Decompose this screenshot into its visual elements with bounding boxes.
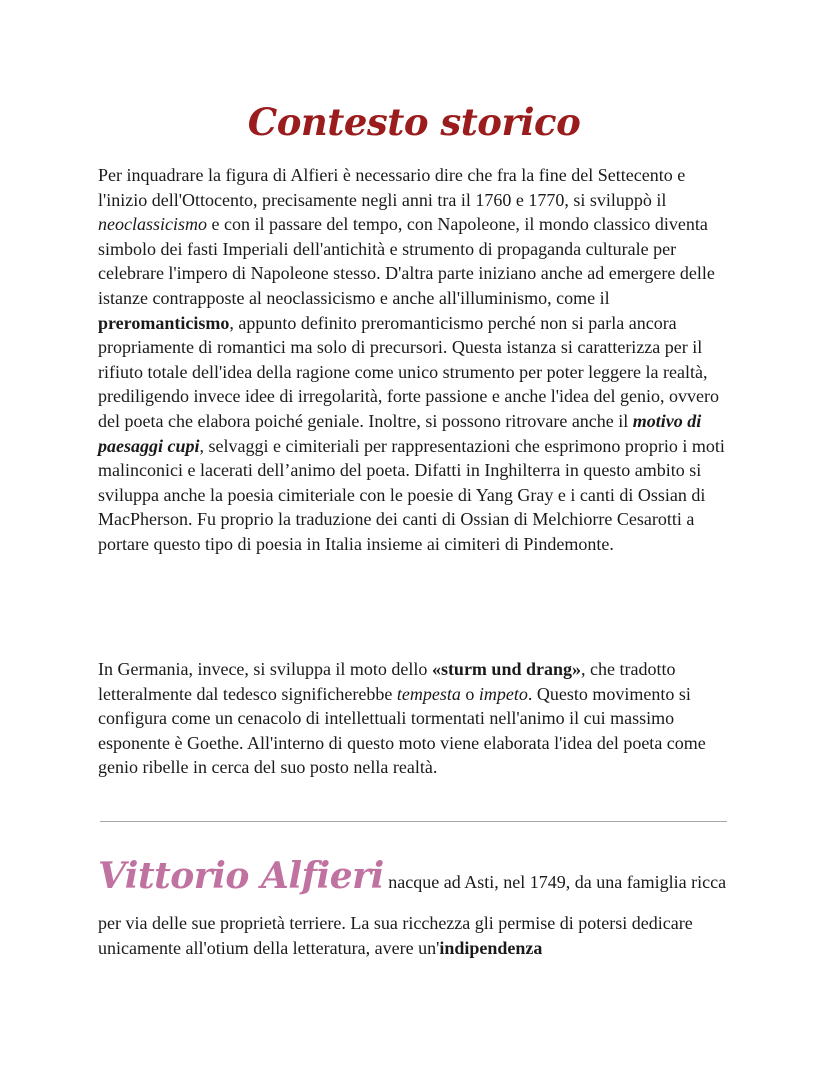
- alfieri-intro-text: nacque ad Asti, nel 1749, da una famiglia ricca: [383, 872, 727, 892]
- paragraph-text: o: [460, 683, 479, 704]
- section-divider: [100, 821, 727, 822]
- bold-term-indipendenza: indipendenza: [439, 937, 543, 958]
- alfieri-section: [98, 855, 738, 960]
- paragraph-text: e con il passare del tempo, con Napoleone, il mondo classico diventa simbolo dei fasti Imperiali dell'antichità e strumento di propaganda culturale per celebrare l'impero di Napoleone stesso. D'altra parte iniziano anche ad emergere delle istanze contrapposte al neoclassicismo e anche all'illuminismo, come il: [98, 214, 715, 308]
- bold-italic-term-paesaggi: motivo di paesaggi cupi: [98, 410, 702, 456]
- paragraph-text: , appunto definito preromanticismo perché non si parla ancora propriamente di romantici ma solo di precursori. Questa istanza si caratterizza per il rifiuto totale dell'idea della ragione come unico strumento per poter leggere la realtà, prediligendo invece idee di irregolarità, forte passione e anche l'idea del genio, ovvero del poeta che elabora poiché geniale. Inoltre, si possono ritrovare anche il: [98, 312, 719, 431]
- alfieri-name-heading: Vittorio Alfieri: [98, 855, 384, 897]
- paragraph-text: , che tradotto letteralmente dal tedesco significherebbe: [98, 659, 676, 704]
- paragraph-context: [98, 163, 738, 557]
- paragraph-text: , selvaggi e cimiteriali per rappresentazioni che esprimono proprio i moti malinconici e lacerati dell’animo del poeta. Difatti in Inghilterra in questo ambito si sviluppa anche la poesia cimiteriale con le poesie di Yang Gray e i canti di Ossian di MacPherson. Fu proprio la traduzione dei canti di Ossian di Melchiorre Cesarotti a portare questo tipo di poesia in Italia insieme ai cimiteri di Pindemonte.: [98, 435, 725, 554]
- paragraph-text: per via delle sue proprietà terriere. La sua ricchezza gli permise di potersi dedicare unicamente all'otium della letteratura, avere un': [98, 913, 693, 958]
- alfieri-heading-line: [98, 855, 738, 911]
- paragraph-text: . Questo movimento si configura come un cenacolo di intellettuali tormentati nell'animo il cui massimo esponente è Goethe. All'interno di questo moto viene elaborata l'idea del poeta come genio ribelle in cerca del suo posto nella realtà.: [98, 683, 706, 778]
- paragraph-sturm-und-drang: [98, 657, 738, 780]
- italic-term-tempesta: tempesta: [396, 683, 461, 704]
- paragraph-text: Per inquadrare la figura di Alfieri è necessario dire che fra la fine del Settecento e l'inizio dell'Ottocento, precisamente negli anni tra il 1760 e 1770, si sviluppò il: [98, 165, 686, 210]
- alfieri-paragraph: [98, 911, 738, 960]
- paragraph-text: In Germania, invece, si sviluppa il moto dello: [98, 659, 432, 679]
- page-title: Contesto storico: [247, 100, 581, 144]
- italic-term-impeto: impeto: [478, 683, 528, 704]
- italic-term-neoclassicismo: neoclassicismo: [98, 214, 207, 235]
- bold-term-sturm-und-drang: «sturm und drang»: [431, 659, 581, 679]
- bold-term-preromanticismo: preromanticismo: [98, 312, 230, 333]
